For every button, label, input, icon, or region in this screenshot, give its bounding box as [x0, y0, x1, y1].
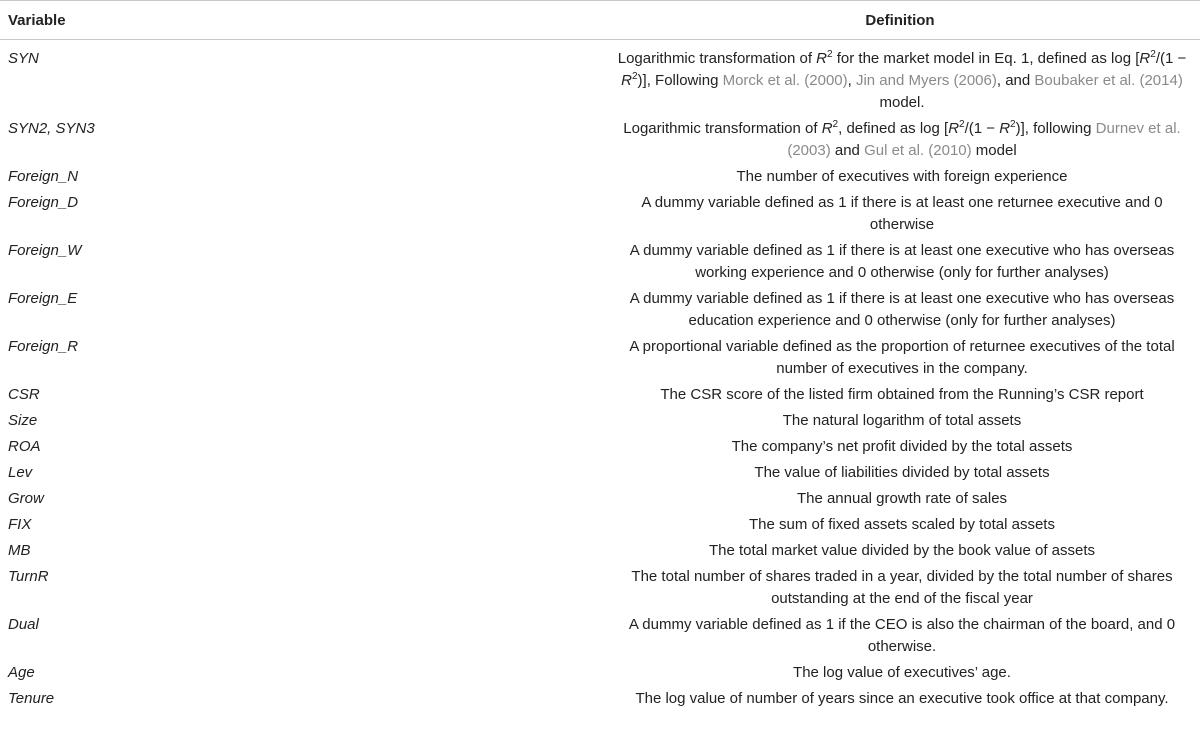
definition-cell: A proportional variable defined as the proportion of returnee executives of the total number of executives in the company. [629, 338, 1175, 377]
definition-text: and [830, 142, 865, 159]
definition-cell: The total market value divided by the book value of assets [708, 542, 1096, 559]
header-row [0, 1, 1200, 40]
definition-text: /(1 − [964, 120, 1000, 137]
superscript: 2 [832, 119, 839, 130]
definition-cell: A dummy variable defined as 1 if there is at least one executive who has overseas working experience and 0 otherwise (only for further analyses) [629, 242, 1175, 281]
table-row [0, 538, 1200, 564]
variable-cell: Foreign_D [8, 194, 79, 211]
definition-cell [600, 40, 1200, 117]
table-row [0, 164, 1200, 190]
definition-cell: A dummy variable defined as 1 if there is at least one executive who has overseas education experience and 0 otherwise (only for further analyses) [629, 290, 1175, 329]
table-row [0, 434, 1200, 460]
r-symbol: R [1139, 50, 1151, 67]
definition-cell: The natural logarithm of total assets [782, 412, 1022, 429]
variable-cell: Foreign_N [8, 168, 79, 185]
citation-link[interactable]: Durnev et al. (2003) [787, 120, 1181, 159]
definition-text: model. [879, 94, 925, 111]
variable-cell: MB [8, 542, 31, 559]
citation-link[interactable]: Morck et al. (2000) [722, 72, 848, 89]
citation-link[interactable]: Gul et al. (2010) [864, 142, 972, 159]
r-symbol: R [999, 120, 1011, 137]
superscript: 2 [827, 49, 833, 60]
table-header [0, 1, 1200, 40]
r-symbol: R [816, 50, 827, 67]
definition-cell: The CSR score of the listed firm obtained from the Running’s CSR report [660, 386, 1144, 403]
table-row [0, 408, 1200, 434]
table-row [0, 686, 1200, 712]
superscript: 2 [631, 71, 638, 82]
superscript: 2 [1150, 49, 1156, 60]
r-symbol: R [821, 120, 833, 137]
table-row [0, 238, 1200, 286]
variable-cell: CSR [8, 386, 40, 403]
table-row [0, 512, 1200, 538]
table-row [0, 40, 1200, 117]
definition-text: Logarithmic transformation of [617, 50, 817, 67]
definition-cell: The number of executives with foreign experience [736, 168, 1068, 185]
definition-cell: The log value of number of years since an executive took office at that company. [635, 690, 1169, 707]
variable-cell: Grow [8, 490, 44, 507]
table-row [0, 334, 1200, 382]
variable-cell: Dual [8, 616, 39, 633]
definition-cell: A dummy variable defined as 1 if the CEO is also the chairman of the board, and 0 otherwise. [628, 616, 1176, 655]
variable-cell: SYN [8, 50, 39, 67]
definition-cell: A dummy variable defined as 1 if there is at least one returnee executive and 0 otherwise [641, 194, 1163, 233]
definition-cell: The annual growth rate of sales [796, 490, 1008, 507]
definition-cell: The company’s net profit divided by the total assets [731, 438, 1073, 455]
definition-text: , [847, 72, 856, 89]
definition-text: model [971, 142, 1017, 159]
table-row [0, 460, 1200, 486]
variable-cell: SYN2, SYN3 [8, 120, 95, 137]
table-row [0, 116, 1200, 164]
definition-cell: The value of liabilities divided by total assets [754, 464, 1050, 481]
table-row [0, 382, 1200, 408]
definition-text: , defined as log [ [838, 120, 949, 137]
definition-cell: The sum of fixed assets scaled by total assets [749, 516, 1055, 533]
variable-cell: Size [8, 412, 38, 429]
r-symbol: R [948, 120, 960, 137]
variable-cell: Foreign_R [8, 338, 79, 355]
header-definition: Definition [600, 1, 1200, 40]
definition-text: /(1 − [1155, 50, 1187, 67]
superscript: 2 [1010, 119, 1016, 130]
variable-cell: Age [8, 664, 35, 681]
table-row [0, 486, 1200, 512]
header-variable: Variable [0, 1, 600, 40]
table-row [0, 286, 1200, 334]
definition-cell [600, 116, 1200, 164]
variable-cell: Foreign_W [8, 242, 82, 259]
definition-text: )], following [1015, 120, 1096, 137]
variable-cell: Foreign_E [8, 290, 78, 307]
superscript: 2 [959, 119, 965, 130]
definition-text: )], Following [637, 72, 723, 89]
table-row [0, 564, 1200, 612]
definition-text: for the market model in Eq. 1, defined as log [ [832, 50, 1140, 67]
table-row [0, 190, 1200, 238]
definition-cell: The total number of shares traded in a year, divided by the total number of shares outstanding at the end of the fiscal year [631, 568, 1173, 607]
table-body [0, 40, 1200, 713]
variable-cell: ROA [8, 438, 41, 455]
citation-link[interactable]: Boubaker et al. (2014) [1034, 72, 1183, 89]
definition-text: Logarithmic transformation of [623, 120, 822, 137]
table-row [0, 612, 1200, 660]
citation-link[interactable]: Jin and Myers (2006) [855, 72, 997, 89]
variable-cell: FIX [8, 516, 32, 533]
definition-text: , and [996, 72, 1035, 89]
table-row [0, 660, 1200, 686]
variable-cell: Tenure [8, 690, 55, 707]
r-symbol: R [621, 72, 632, 89]
definition-cell: The log value of executives’ age. [793, 664, 1011, 681]
variable-cell: TurnR [8, 568, 49, 585]
variable-cell: Lev [8, 464, 33, 481]
